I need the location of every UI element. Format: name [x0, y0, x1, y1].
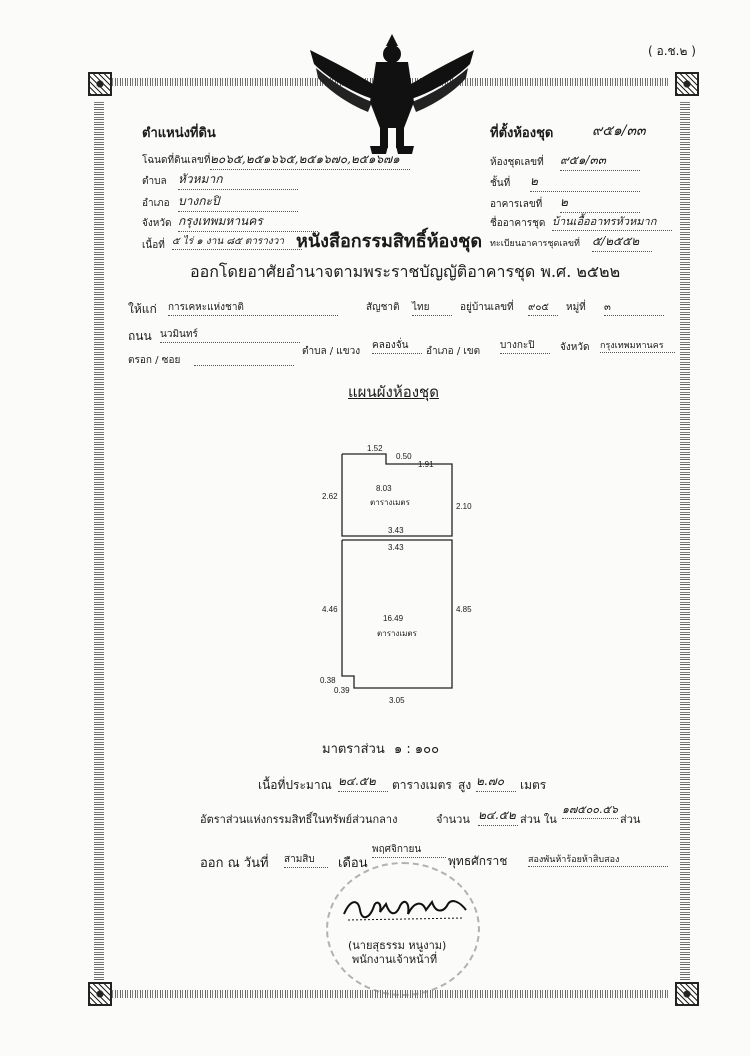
left-border: [94, 100, 104, 980]
issued-label: ออก ณ วันที่: [200, 856, 269, 871]
ratio-mid: ส่วน ใน: [520, 813, 557, 826]
form-code: ( อ.ช.๒ ): [648, 44, 696, 58]
upper-area: 8.03: [376, 484, 392, 493]
unit-location-value: ๙๕๑/๓๓: [592, 123, 646, 139]
owner-tambon-label: ตำบล / แขวง: [302, 346, 361, 357]
deed-value: ๒๐๖๕,๒๕๑๖๖๕,๒๕๑๖๗๐,๒๕๑๖๗๑: [210, 150, 410, 170]
house-no-value: ๙๐๕: [528, 300, 558, 316]
document-title: หนังสือกรรมสิทธิ์ห้องชุด: [296, 231, 483, 252]
ratio-end: ส่วน: [620, 813, 641, 826]
height-value: ๒.๗๐: [476, 772, 516, 792]
building-no-label: อาคารเลขที่: [490, 199, 543, 210]
land-location-title: ตำแหน่งที่ดิน: [142, 126, 216, 141]
owner-amphoe-label: อำเภอ / เขต: [426, 346, 481, 357]
handwritten-signature: [340, 892, 470, 926]
road-label: ถนน: [128, 329, 152, 343]
unit-location-title: ที่ตั้งห้องชุด: [490, 126, 554, 141]
registration-value: ๕/๒๕๕๒: [592, 232, 652, 252]
lower-corner-horizontal-dim: 0.39: [334, 686, 350, 695]
lower-left-dim: 4.46: [322, 605, 338, 614]
nationality-label: สัญชาติ: [366, 302, 400, 313]
garuda-emblem-icon: [306, 28, 478, 158]
ratio-total: ๑๗๕๐๐.๕๖: [562, 800, 618, 819]
lower-area: 16.49: [383, 614, 404, 623]
official-seal-stamp: [326, 862, 480, 996]
ratio-value: ๒๔.๕๒: [478, 806, 518, 826]
land-amphoe-value: บางกะปิ: [178, 192, 298, 212]
lower-right-dim: 4.85: [456, 605, 472, 614]
land-area-label: เนื้อที่: [142, 240, 165, 251]
lower-area-unit: ตารางเมตร: [377, 629, 417, 638]
building-no-value: ๒: [560, 193, 640, 213]
deed-label: โฉนดที่ดินเลขที่: [142, 155, 211, 166]
signatory-name: (นายสุธรรม หนูงาม): [348, 939, 447, 952]
land-tambon-value: หัวหมาก: [178, 170, 298, 190]
floor-value: ๒: [530, 172, 640, 192]
upper-bottom-dim: 3.43: [388, 526, 404, 535]
document-subtitle: ออกโดยอาศัยอำนาจตามพระราชบัญญัติอาคารชุด พ.ศ. ๒๕๒๒: [190, 262, 621, 281]
owner-province-label: จังหวัด: [560, 342, 590, 353]
owner-province-value: กรุงเทพมหานคร: [600, 338, 675, 353]
upper-left-dim: 2.62: [322, 492, 338, 501]
area-value: ๒๔.๕๒: [338, 772, 388, 792]
height-label: สูง: [458, 778, 472, 792]
scale-value: ๑ : ๑๐๐: [394, 742, 440, 757]
floor-label: ชั้นที่: [490, 178, 511, 189]
building-name-label: ชื่ออาคารชุด: [490, 218, 546, 229]
lane-label: ตรอก / ซอย: [128, 355, 181, 366]
upper-top-mid-dim: 0.50: [396, 452, 412, 461]
land-tambon-label: ตำบล: [142, 176, 167, 187]
owner-amphoe-value: บางกะปิ: [500, 338, 550, 354]
floor-plan-drawing: [330, 440, 460, 700]
height-unit: เมตร: [520, 778, 547, 792]
corner-ornament-top-right: [675, 72, 699, 96]
room-no-value: ๙๕๑/๓๓: [560, 151, 640, 171]
issued-day-value: สามสิบ: [284, 852, 328, 868]
moo-value: ๓: [604, 300, 664, 316]
year-label: พุทธศักราช: [448, 854, 508, 868]
area-label: เนื้อที่ประมาณ: [258, 778, 332, 792]
corner-ornament-bottom-left: [88, 982, 112, 1006]
nationality-value: ไทย: [412, 300, 452, 316]
upper-top-right-dim: 1.91: [418, 460, 434, 469]
upper-right-dim: 2.10: [456, 502, 472, 511]
registration-label: ทะเบียนอาคารชุดเลขที่: [490, 239, 580, 249]
land-province-label: จังหวัด: [142, 218, 172, 229]
signatory-position: พนักงานเจ้าหน้าที่: [352, 953, 438, 966]
building-name-value: บ้านเอื้ออาทรหัวหมาก: [552, 212, 672, 231]
year-value: สองพันห้าร้อยห้าสิบสอง: [528, 852, 668, 867]
land-amphoe-label: อำเภอ: [142, 198, 170, 209]
upper-top-left-dim: 1.52: [367, 444, 383, 453]
ratio-label: อัตราส่วนแห่งกรรมสิทธิ์ในทรัพย์ส่วนกลาง: [200, 813, 398, 826]
amount-label: จำนวน: [436, 813, 470, 826]
land-area-value: ๕ ไร่ ๑ งาน ๘๕ ตารางวา: [172, 234, 302, 250]
area-unit: ตารางเมตร: [392, 778, 452, 792]
month-value: พฤศจิกายน: [372, 842, 446, 858]
lane-value: [194, 353, 294, 366]
road-value: นวมินทร์: [160, 327, 300, 343]
room-no-label: ห้องชุดเลขที่: [490, 157, 544, 168]
scale-label: มาตราส่วน: [322, 742, 385, 757]
owner-tambon-value: คลองจั่น: [372, 338, 422, 354]
moo-label: หมู่ที่: [566, 302, 586, 313]
lower-corner-vertical-dim: 0.38: [320, 676, 336, 685]
house-no-label: อยู่บ้านเลขที่: [460, 302, 514, 313]
lower-top-dim: 3.43: [388, 543, 404, 552]
given-to-value: การเคหะแห่งชาติ: [168, 300, 338, 316]
month-label: เดือน: [338, 856, 368, 871]
land-province-value: กรุงเทพมหานคร: [178, 212, 318, 232]
plan-title: แผนผังห้องชุด: [348, 383, 439, 401]
right-border: [680, 100, 690, 980]
corner-ornament-bottom-right: [675, 982, 699, 1006]
given-to-label: ให้แก่: [128, 302, 157, 316]
lower-bottom-dim: 3.05: [389, 696, 405, 705]
upper-area-unit: ตารางเมตร: [370, 498, 410, 507]
upper-room-outline: [342, 454, 452, 536]
corner-ornament-top-left: [88, 72, 112, 96]
